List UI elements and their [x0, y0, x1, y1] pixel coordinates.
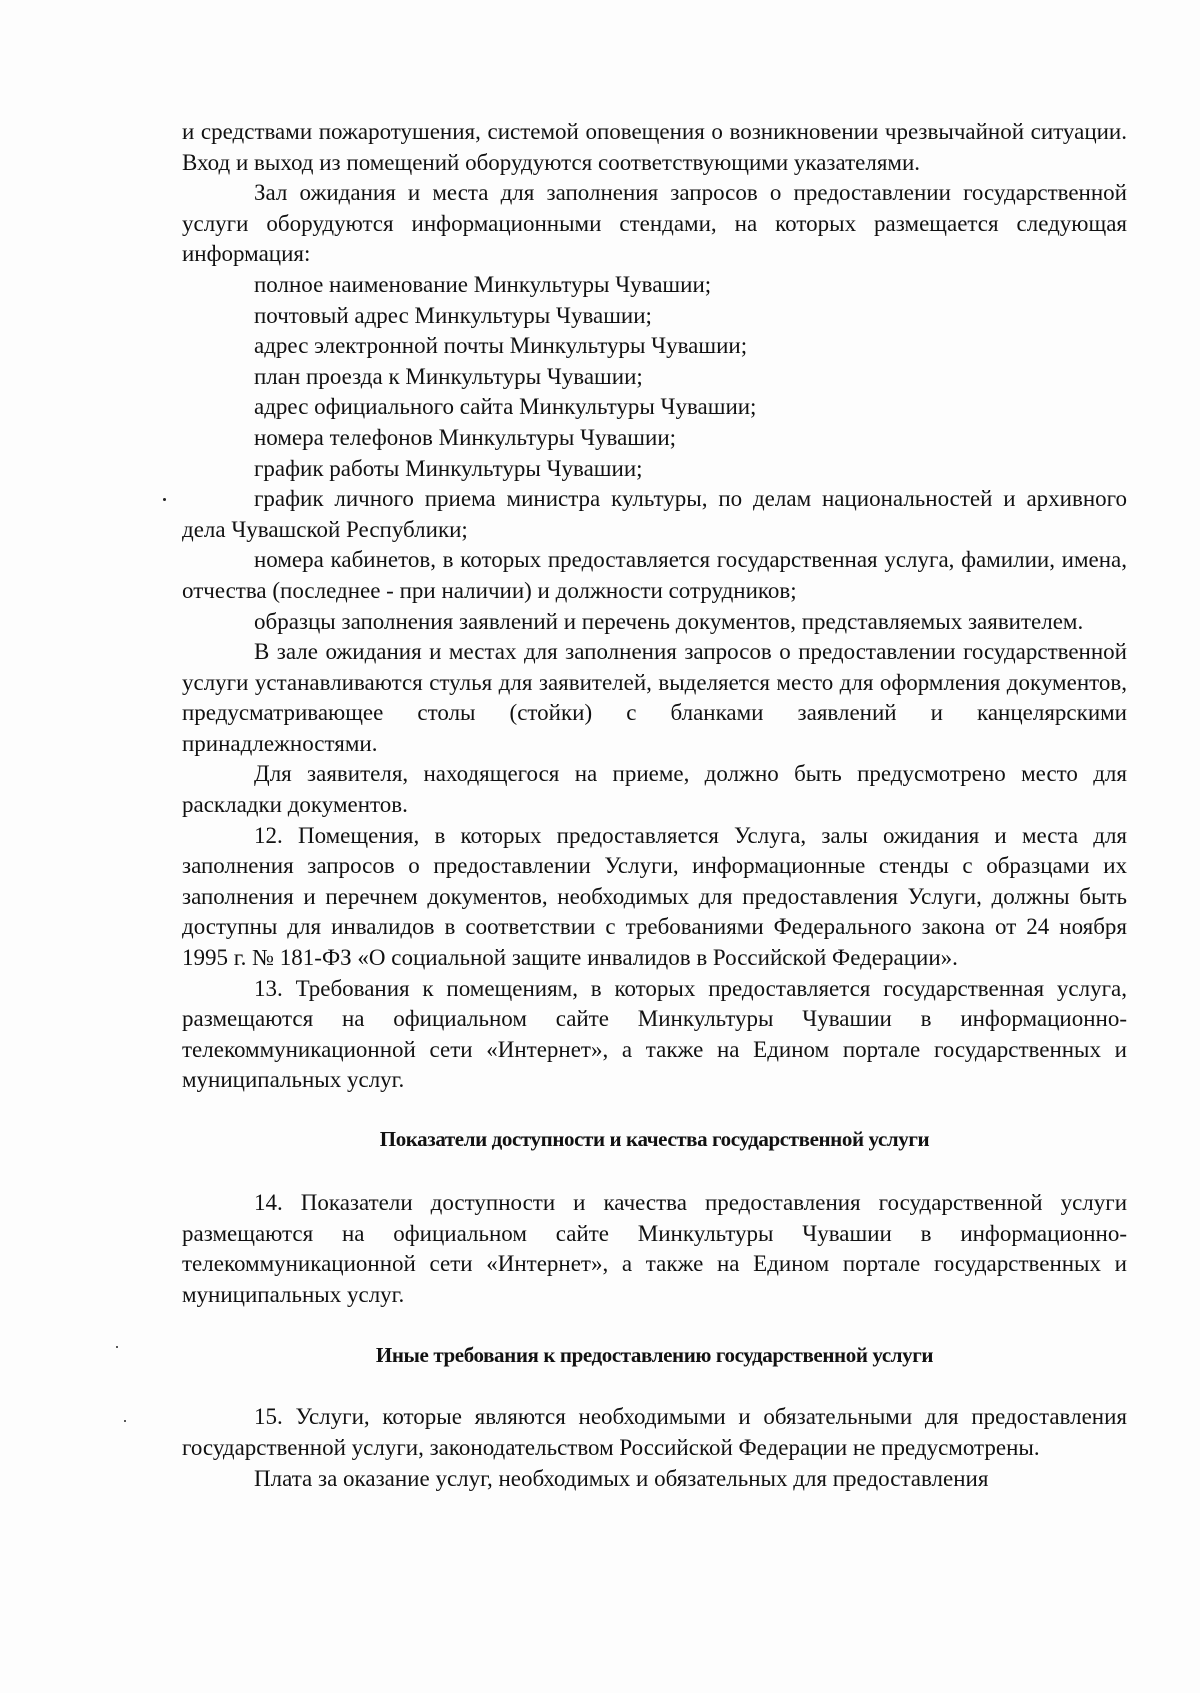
- paragraph-12-accessibility: 12. Помещения, в которых предоставляется Услуга, залы ожидания и места для заполнения запросов о предоставлении Услуги, информационные стенды с образцами их заполнения и перечнем документов, необходимых для предоставления Услуги, должны быть доступны для инвалидов в соответствии с требованиями Федерального закона от 24 ноября 1995 г. № 181-ФЗ «О социальной защите инвалидов в Российской Федерации».: [182, 822, 1127, 971]
- paragraph-chairs: В зале ожидания и местах для заполнения запросов о предоставлении государственной услуги устанавливаются стулья для заявителей, выделяется место для оформления документов, предусматривающее столы (стойки) с бланками заявлений и канцелярскими принадлежностями.: [182, 639, 1127, 756]
- scan-speck: [116, 1346, 118, 1348]
- scan-speck: [124, 1420, 126, 1422]
- paragraph-14-indicators: 14. Показатели доступности и качества предоставления государственной услуги размещаются на официальном сайте Минкультуры Чувашии в информационно-телекоммуникационной сети «Интернет», а также на Едином портале государственных и муниципальных услуг.: [182, 1190, 1127, 1307]
- section-heading-quality: Показатели доступности и качества государственной услуги: [379, 1127, 930, 1151]
- paragraph-fee: Плата за оказание услуг, необходимых и обязательных для предоставления: [254, 1465, 989, 1491]
- paragraph-document-space: Для заявителя, находящегося на приеме, должно быть предусмотрено место для раскладки документов.: [182, 761, 1127, 818]
- list-item: полное наименование Минкультуры Чувашии;: [254, 271, 712, 297]
- paragraph-sample-forms: образцы заполнения заявлений и перечень документов, представляемых заявителем.: [254, 608, 1084, 634]
- list-item: адрес электронной почты Минкультуры Чувашии;: [254, 333, 748, 359]
- paragraph-reception-schedule: график личного приема министра культуры, по делам национальностей и архивного дела Чувашской Республики;: [182, 486, 1127, 542]
- spacer: [182, 1310, 1127, 1340]
- section-heading-other-requirements: Иные требования к предоставлению государственной услуги: [375, 1343, 934, 1368]
- paragraph-13-requirements: 13. Требования к помещениям, в которых предоставляется государственная услуга, размещаются на официальном сайте Минкультуры Чувашии в информационно-телекоммуникационной сети «Интернет», а также на Едином портале государственных и муниципальных услуг.: [182, 975, 1127, 1093]
- list-item: график работы Минкультуры Чувашии;: [254, 455, 643, 481]
- list-item: номера телефонов Минкультуры Чувашии;: [254, 424, 677, 450]
- spacer: [182, 1154, 1127, 1188]
- list-item: адрес официального сайта Минкультуры Чувашии;: [254, 394, 757, 420]
- paragraph-fire-safety: и средствами пожаротушения, системой оповещения о возникновении чрезвычайной ситуации. Вход и выход из помещений оборудуются соответствующими указателями.: [182, 119, 1127, 175]
- scan-speck: [163, 498, 166, 501]
- spacer: [182, 1096, 1127, 1124]
- document-body: [182, 117, 1127, 1494]
- spacer: [182, 1370, 1127, 1402]
- paragraph-waiting-hall: Зал ожидания и места для заполнения запросов о предоставлении государственной услуги оборудуются информационными стендами, на которых размещается следующая информация:: [182, 180, 1127, 267]
- list-item: план проезда к Минкультуры Чувашии;: [254, 363, 643, 389]
- paragraph-cabinet-numbers: номера кабинетов, в которых предоставляется государственная услуга, фамилии, имена, отчества (последнее - при наличии) и должности сотрудников;: [182, 547, 1127, 603]
- paragraph-15-services: 15. Услуги, которые являются необходимыми и обязательными для предоставления государственной услуги, законодательством Российской Федерации не предусмотрены.: [182, 1404, 1127, 1460]
- list-item: почтовый адрес Минкультуры Чувашии;: [254, 302, 652, 328]
